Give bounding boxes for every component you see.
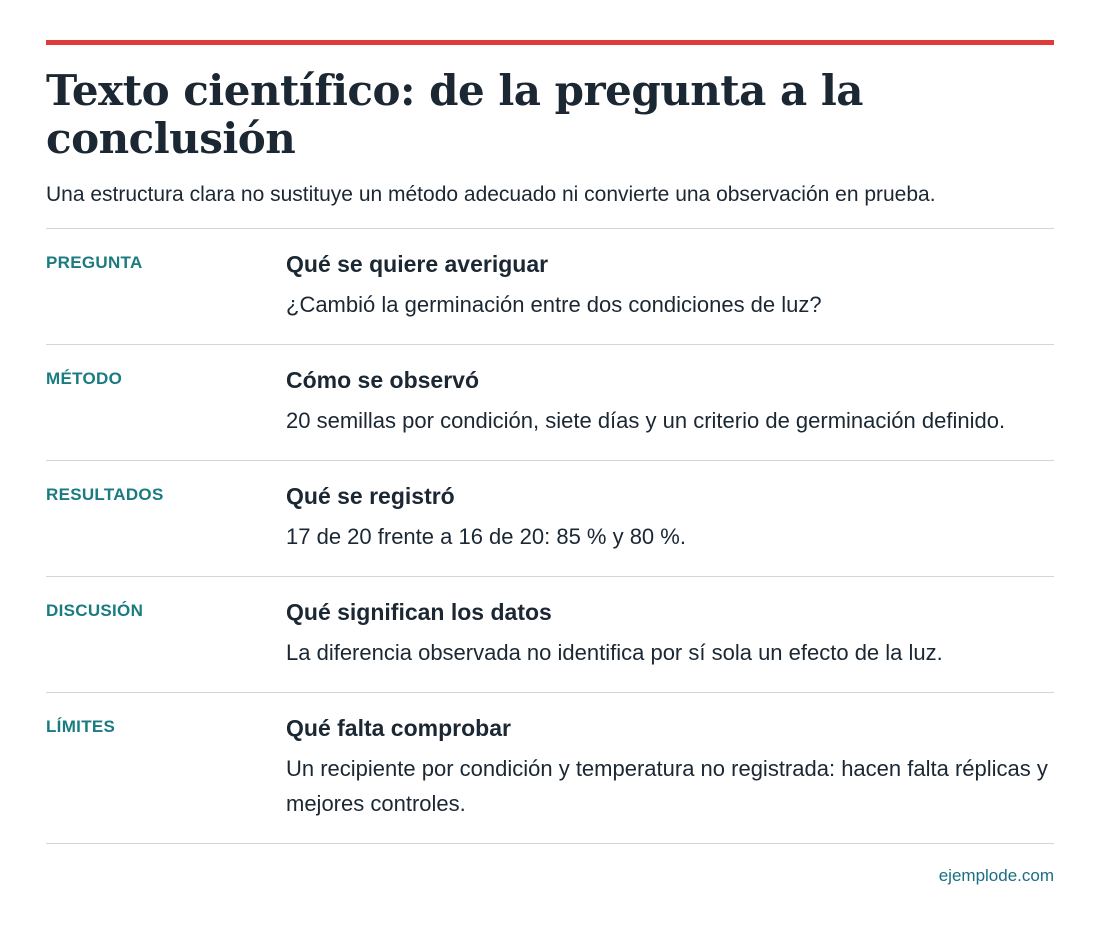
- top-accent-rule: [46, 40, 1054, 45]
- section-metodo: [46, 345, 1054, 461]
- section-label: MÉTODO: [46, 369, 123, 388]
- section-body: [286, 365, 1054, 438]
- section-text: 20 semillas por condición, siete días y un criterio de germinación definido.: [286, 408, 1006, 433]
- section-heading: Qué falta comprobar: [286, 715, 511, 741]
- section-resultados: [46, 461, 1054, 577]
- section-label: DISCUSIÓN: [46, 601, 144, 620]
- section-limites: [46, 693, 1054, 844]
- section-label: PREGUNTA: [46, 253, 143, 272]
- section-body: [286, 481, 1054, 554]
- section-text: Un recipiente por condición y temperatura no registrada: hacen falta réplicas y mejores controles.: [286, 756, 1048, 816]
- source-credit: ejemplode.com: [938, 866, 1054, 885]
- section-pregunta: [46, 229, 1054, 345]
- section-heading: Qué significan los datos: [286, 599, 552, 625]
- sections-list: [46, 228, 1054, 844]
- section-body: [286, 597, 1054, 670]
- section-text: La diferencia observada no identifica por sí sola un efecto de la luz.: [286, 640, 943, 665]
- section-label: LÍMITES: [46, 717, 116, 736]
- section-body: [286, 713, 1054, 821]
- section-label: RESULTADOS: [46, 485, 164, 504]
- section-heading: Qué se registró: [286, 483, 455, 509]
- page-subtitle: Una estructura clara no sustituye un método adecuado ni convierte una observación en prueba.: [46, 183, 936, 206]
- article: [46, 0, 1054, 886]
- page-title: Texto científico: de la pregunta a la conclusión: [46, 66, 864, 163]
- section-text: ¿Cambió la germinación entre dos condiciones de luz?: [286, 292, 822, 317]
- section-body: [286, 249, 1054, 322]
- section-discusion: [46, 577, 1054, 693]
- section-text: 17 de 20 frente a 16 de 20: 85 % y 80 %.: [286, 524, 686, 549]
- section-heading: Qué se quiere averiguar: [286, 251, 549, 277]
- section-heading: Cómo se observó: [286, 367, 479, 393]
